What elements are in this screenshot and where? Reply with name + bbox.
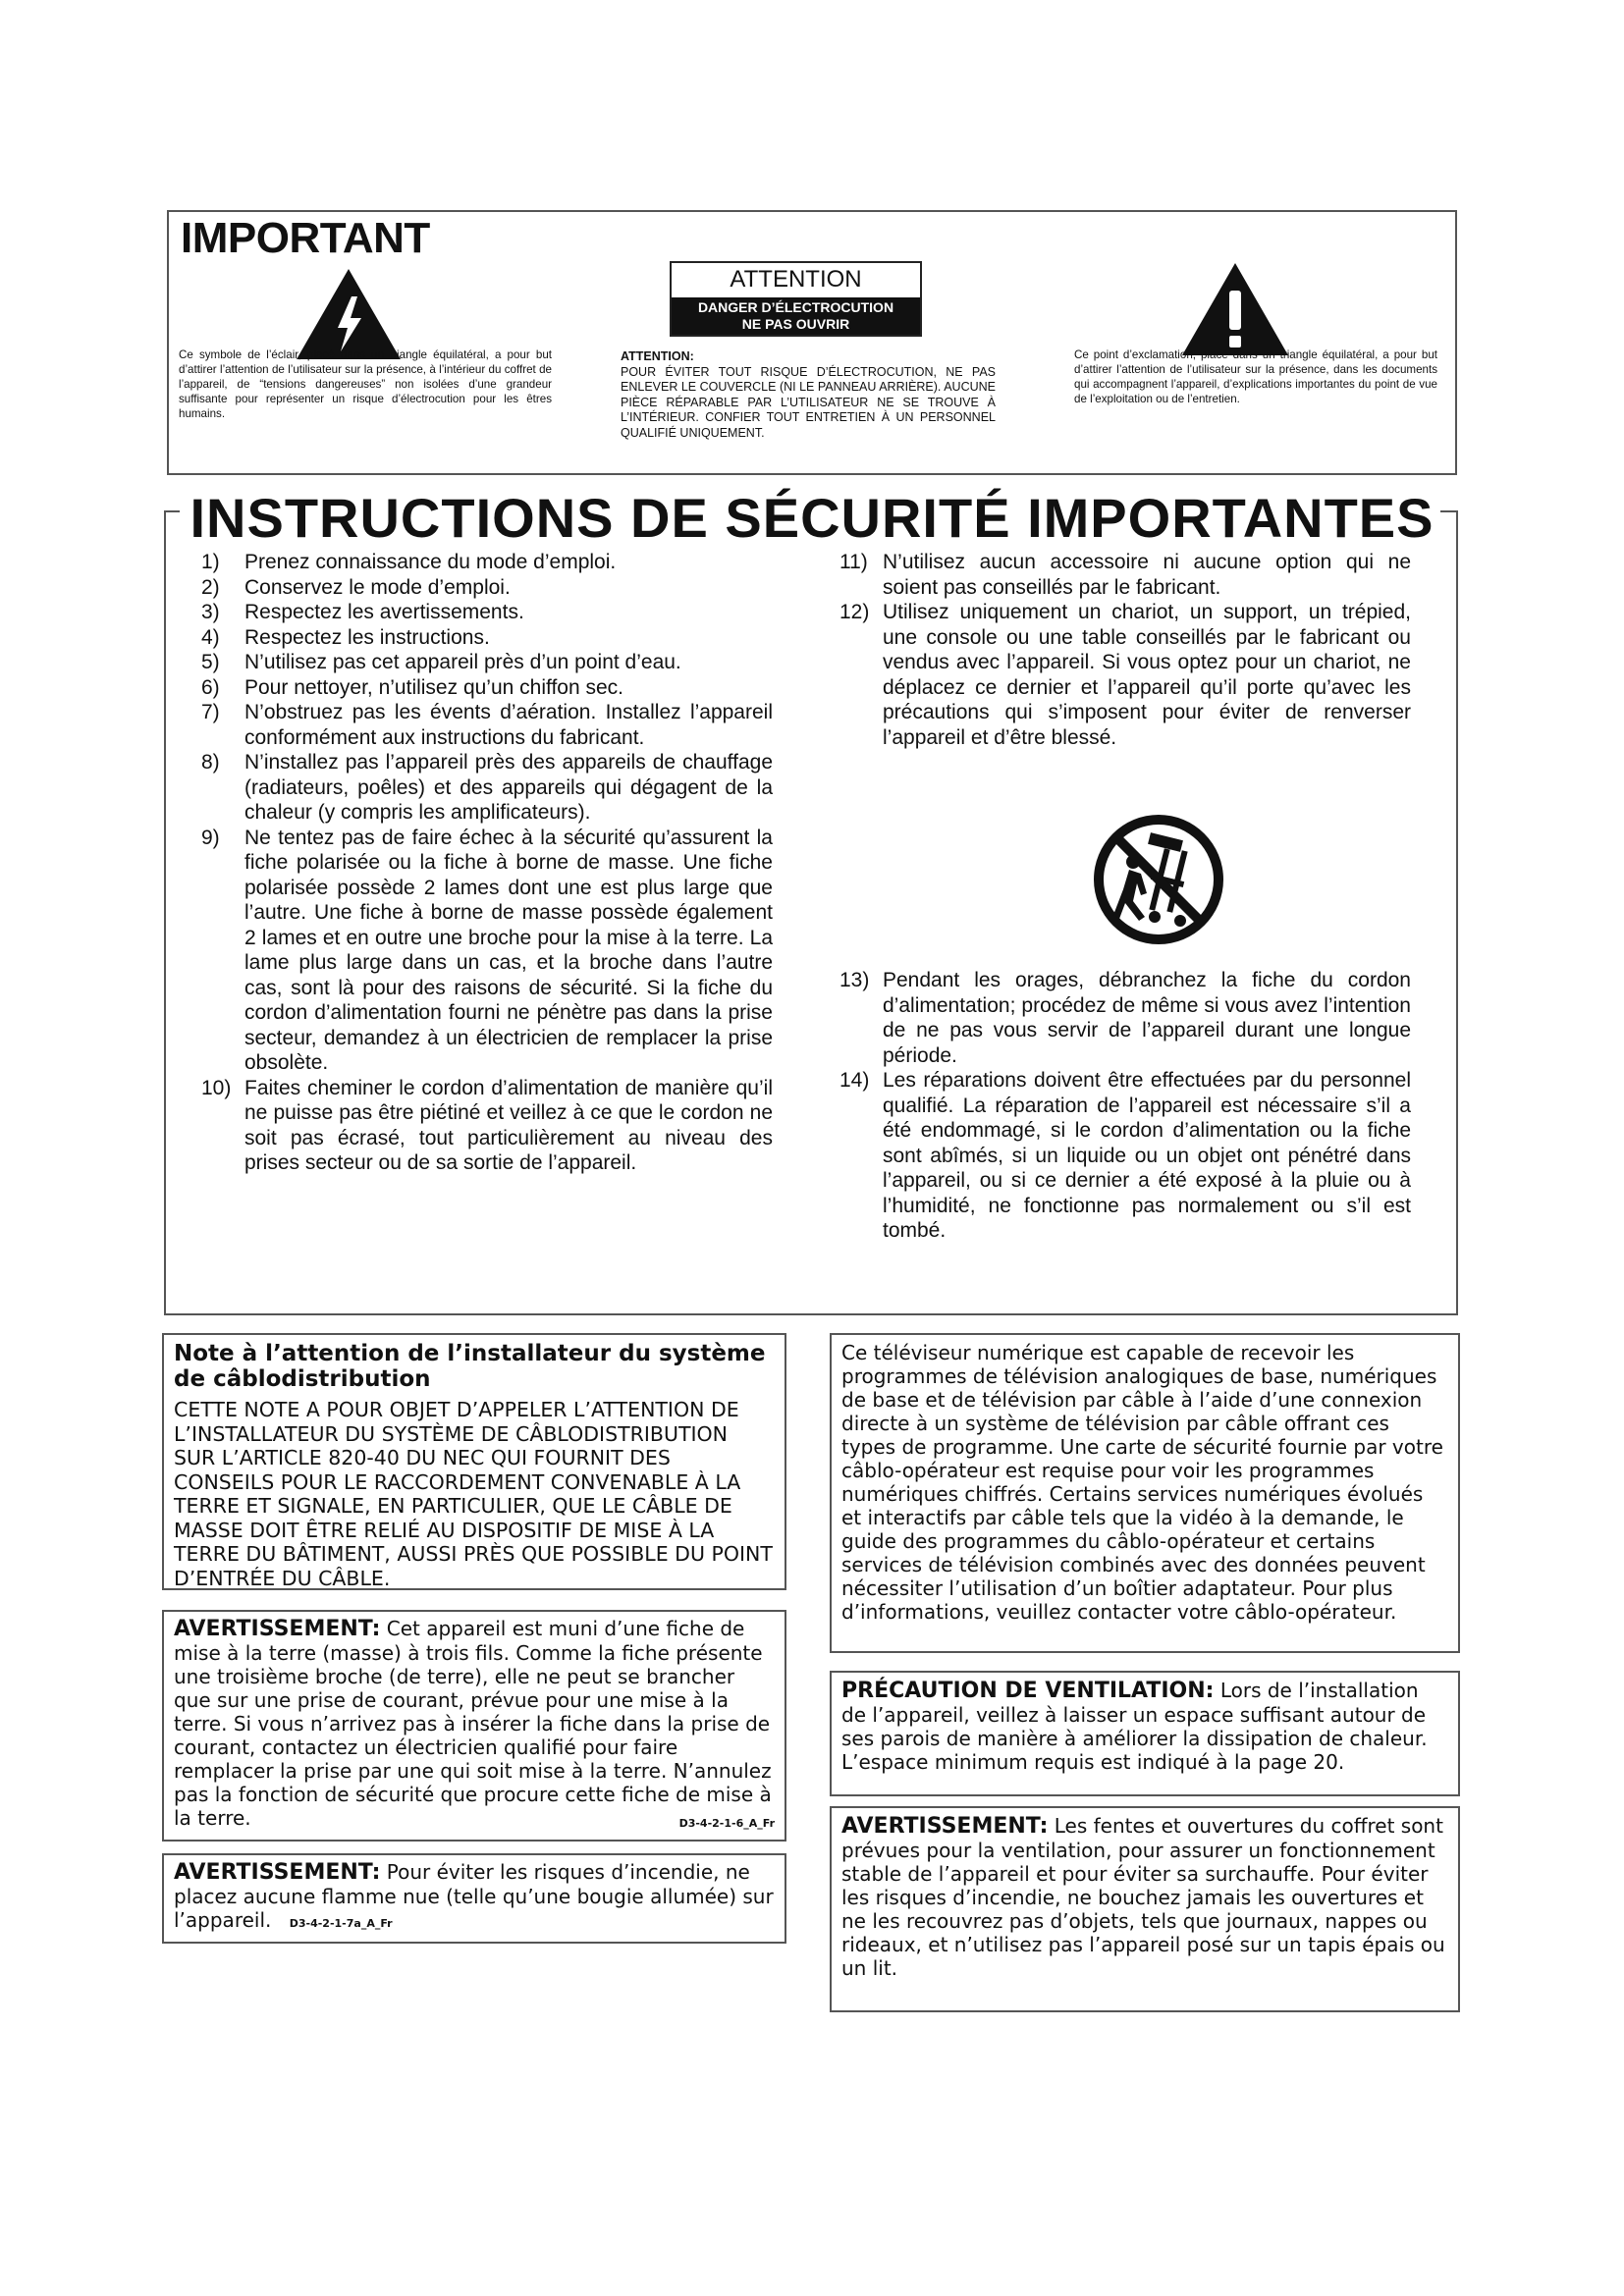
instruction-item: 1) Prenez connaissance du mode d’emploi.	[201, 551, 617, 573]
attention-label-warning	[672, 297, 920, 335]
important-box	[167, 210, 1457, 475]
instruction-item: 5) N’utilisez pas cet appareil près d’un point d’eau.	[201, 651, 681, 673]
warning-text: Cet appareil est muni d’une fiche de mise à la terre (masse) à trois fils. Comme la fiche présente une troisième broche (de terre), elle ne peut se brancher que sur une prise de courant, prévue pour une mise à la terre. Si vous n’arrivez pas à insérer la fiche dans la prise de courant, contactez un électricien qualifié pour faire remplacer la prise par une qui soit mise à la terre. N’annulez pas la fonction de sécurité que procure cette fiche de mise à la terre.	[174, 1617, 772, 1830]
warning-heading: AVERTISSEMENT:	[174, 1860, 381, 1885]
ventilation-warning-box	[830, 1806, 1460, 2012]
tv-notice-text: Ce téléviseur numérique est capable de recevoir les programmes de télévision analogiques de base, numériques de base et de télévision par câble à l’aide d’une connexion directe à un système de télévision par câble offrant ces types de programme. Une carte de sécurité fournie par votre câblo-opérateur est requise pour voir les programmes numériques chiffrés. Certains services numériques évolués et interactifs par câble tels que la vidéo à la demande, le guide des programmes du câblo-opérateur et certains services de télévision combinés avec des données peuvent nécessiter l’utilisation d’un boîtier adaptateur. Pour plus d’informations, veuillez contacter votre câblo-opérateur.	[841, 1341, 1443, 1624]
ventilation-heading: PRÉCAUTION DE VENTILATION:	[841, 1679, 1215, 1703]
fire-warning-box	[162, 1853, 786, 1944]
exclamation-symbol-description: Ce point d’exclamation, placé dans un triangle équilatéral, a pour but d’attirer l’attention de l’utilisateur sur la présence, dans les documents qui accompagnent l’appareil, d’explications importantes du point de vue de l’exploitation ou de l’entretien.	[1074, 348, 1437, 405]
instruction-item: 3) Respectez les avertissements.	[201, 601, 524, 623]
grounding-warning-box	[162, 1610, 786, 1842]
instructions-border-right	[1440, 510, 1458, 512]
instruction-item: 11) N’utilisez aucun accessoire ni aucune option qui ne soient pas conseillés par le fabricant.	[839, 551, 1411, 599]
warning-text: Pour éviter les risques d’incendie, ne placez aucune flamme nue (telle qu’une bougie allumée) sur l’appareil.	[174, 1860, 774, 1932]
important-title: IMPORTANT	[181, 214, 430, 262]
attention-label	[670, 261, 922, 337]
instructions-right-column-bottom	[839, 968, 1411, 1244]
instructions-title: INSTRUCTIONS DE SÉCURITÉ IMPORTANTES	[189, 487, 1435, 549]
reference-code: D3-4-2-1-6_A_Fr	[678, 1817, 775, 1830]
instruction-item: 10) Faites cheminer le cordon d’alimentation de manière qu’il ne puisse pas être piétiné et veillez à ce que le cordon ne soit pas écrasé, tout particulièrement au niveau des prises secteur ou de sa sortie de l’appareil.	[201, 1076, 773, 1174]
attention-text	[621, 349, 996, 442]
attention-label-title: ATTENTION	[730, 266, 862, 293]
warning-heading: AVERTISSEMENT:	[174, 1617, 381, 1641]
note-title: Note à l’attention de l’installateur du système de câblodistribution	[174, 1341, 766, 1392]
instruction-item: 8) N’installez pas l’appareil près des appareils de chauffage (radiateurs, poêles) et des appareils qui dégagent de la chaleur (y compris les amplificateurs).	[201, 751, 773, 824]
instruction-item: 13) Pendant les orages, débranchez la fiche du cordon d’alimentation; procédez de même si vous avez l’intention de ne pas vous servir de l’appareil durant une longue période.	[839, 969, 1411, 1067]
attention-heading: ATTENTION:	[621, 349, 694, 363]
reference-code: D3-4-2-1-7a_A_Fr	[289, 1917, 393, 1930]
ventilation-caution-box	[830, 1671, 1460, 1796]
cable-installer-note-box	[162, 1333, 786, 1590]
ventilation-text: Lors de l’installation de l’appareil, veillez à laisser un espace suffisant autour de ses parois de manière à améliorer la dissipation de chaleur. L’espace minimum requis est indiqué à la page 20.	[841, 1679, 1428, 1774]
lightning-symbol-description: Ce symbole de l’éclair, placé dans un triangle équilatéral, a pour but d’attirer l’attention de l’utilisateur sur la présence, à l’intérieur du coffret de l’appareil, de “tensions dangereuses” non isolées d’une grandeur suffisante pour représenter un risque d’électrocution pour les êtres humains.	[179, 348, 552, 420]
warning-heading: AVERTISSEMENT:	[841, 1814, 1049, 1839]
attention-label-line-2: NE PAS OUVRIR	[741, 316, 850, 332]
attention-label-line-1: DANGER D’ÉLECTROCUTION	[697, 299, 894, 315]
instructions-border-left	[164, 510, 180, 512]
attention-body: POUR ÉVITER TOUT RISQUE D’ÉLECTROCUTION, NE PAS ENLEVER LE COUVERCLE (NI LE PANNEAU ARRIÈRE). AUCUNE PIÈCE RÉPARABLE PAR L’UTILISATEUR NE SE TROUVE À L’INTÉRIEUR. CONFIER TOUT ENTRETIEN À UN PERSONNEL QUALIFIÉ UNIQUEMENT.	[621, 364, 996, 440]
exclamation-warning-icon	[1180, 261, 1290, 357]
instruction-item: 14) Les réparations doivent être effectuées par du personnel qualifié. La réparation de l’appareil est nécessaire s’il a été endommagé, si le cordon d’alimentation ou la fiche sont abîmés, si un liquide ou un objet ont pénétré dans l’appareil, ou si ce dernier a été exposé à la pluie ou à l’humidité, ne fonctionne pas normalement ou s’il est tombé.	[839, 1069, 1411, 1242]
instruction-item: 6) Pour nettoyer, n’utilisez qu’un chiffon sec.	[201, 675, 624, 699]
warning-text: Les fentes et ouvertures du coffret sont prévues pour la ventilation, pour assurer un fonctionnement stable de l’appareil et pour éviter sa surchauffe. Pour éviter les risques d’incendie, ne bouchez jamais les ouvertures et ne les recouvrez pas d’objets, tels que journaux, nappes ou rideaux, et n’utilisez pas l’appareil posé sur un tapis épais ou un lit.	[841, 1814, 1445, 1980]
instruction-item: 4) Respectez les instructions.	[201, 625, 490, 649]
instructions-right-column-top	[839, 550, 1411, 750]
instruction-item: 7) N’obstruez pas les évents d’aération. Installez l’appareil conformément aux instructions du fabricant.	[201, 701, 773, 749]
cart-tipover-warning-icon	[1090, 811, 1227, 948]
instruction-item: 12) Utilisez uniquement un chariot, un support, un trépied, une console ou une table conseillés par le fabricant ou vendus avec l’appareil. Si vous optez pour un chariot, ne déplacez ce dernier et l’appareil qu’il porte qu’avec les précautions qui s’imposent pour éviter de renverser l’appareil et d’être blessé.	[839, 601, 1411, 749]
note-body: CETTE NOTE A POUR OBJET D’APPELER L’ATTENTION DE L’INSTALLATEUR DU SYSTÈME DE CÂBLODISTRIBUTION SUR L’ARTICLE 820-40 DU NEC QUI FOURNIT DES CONSEILS POUR LE RACCORDEMENT CONVENABLE À LA TERRE ET SIGNALE, EN PARTICULIER, QUE LE CÂBLE DE MASSE DOIT ÊTRE RELIÉ AU DISPOSITIF DE MISE À LA TERRE DU BÂTIMENT, AUSSI PRÈS QUE POSSIBLE DU POINT D’ENTRÉE DU CÂBLE.	[174, 1398, 773, 1590]
digital-tv-notice-box	[830, 1333, 1460, 1653]
instruction-item: 2) Conservez le mode d’emploi.	[201, 575, 511, 599]
instructions-left-column	[201, 550, 773, 1176]
instruction-item: 9) Ne tentez pas de faire échec à la sécurité qu’assurent la fiche polarisée ou la fiche à borne de masse. Une fiche polarisée possède 2 lames dont une est plus large que l’autre. Une fiche à borne de masse possède également 2 lames et en outre une broche pour la mise à la terre. La lame plus large dans un cas, et la broche dans l’autre cas, sont là pour des raisons de sécurité. Si la fiche du cordon d’alimentation fourni ne pénètre pas dans la prise secteur, demandez à un électricien de remplacer la prise obsolète.	[201, 826, 773, 1074]
